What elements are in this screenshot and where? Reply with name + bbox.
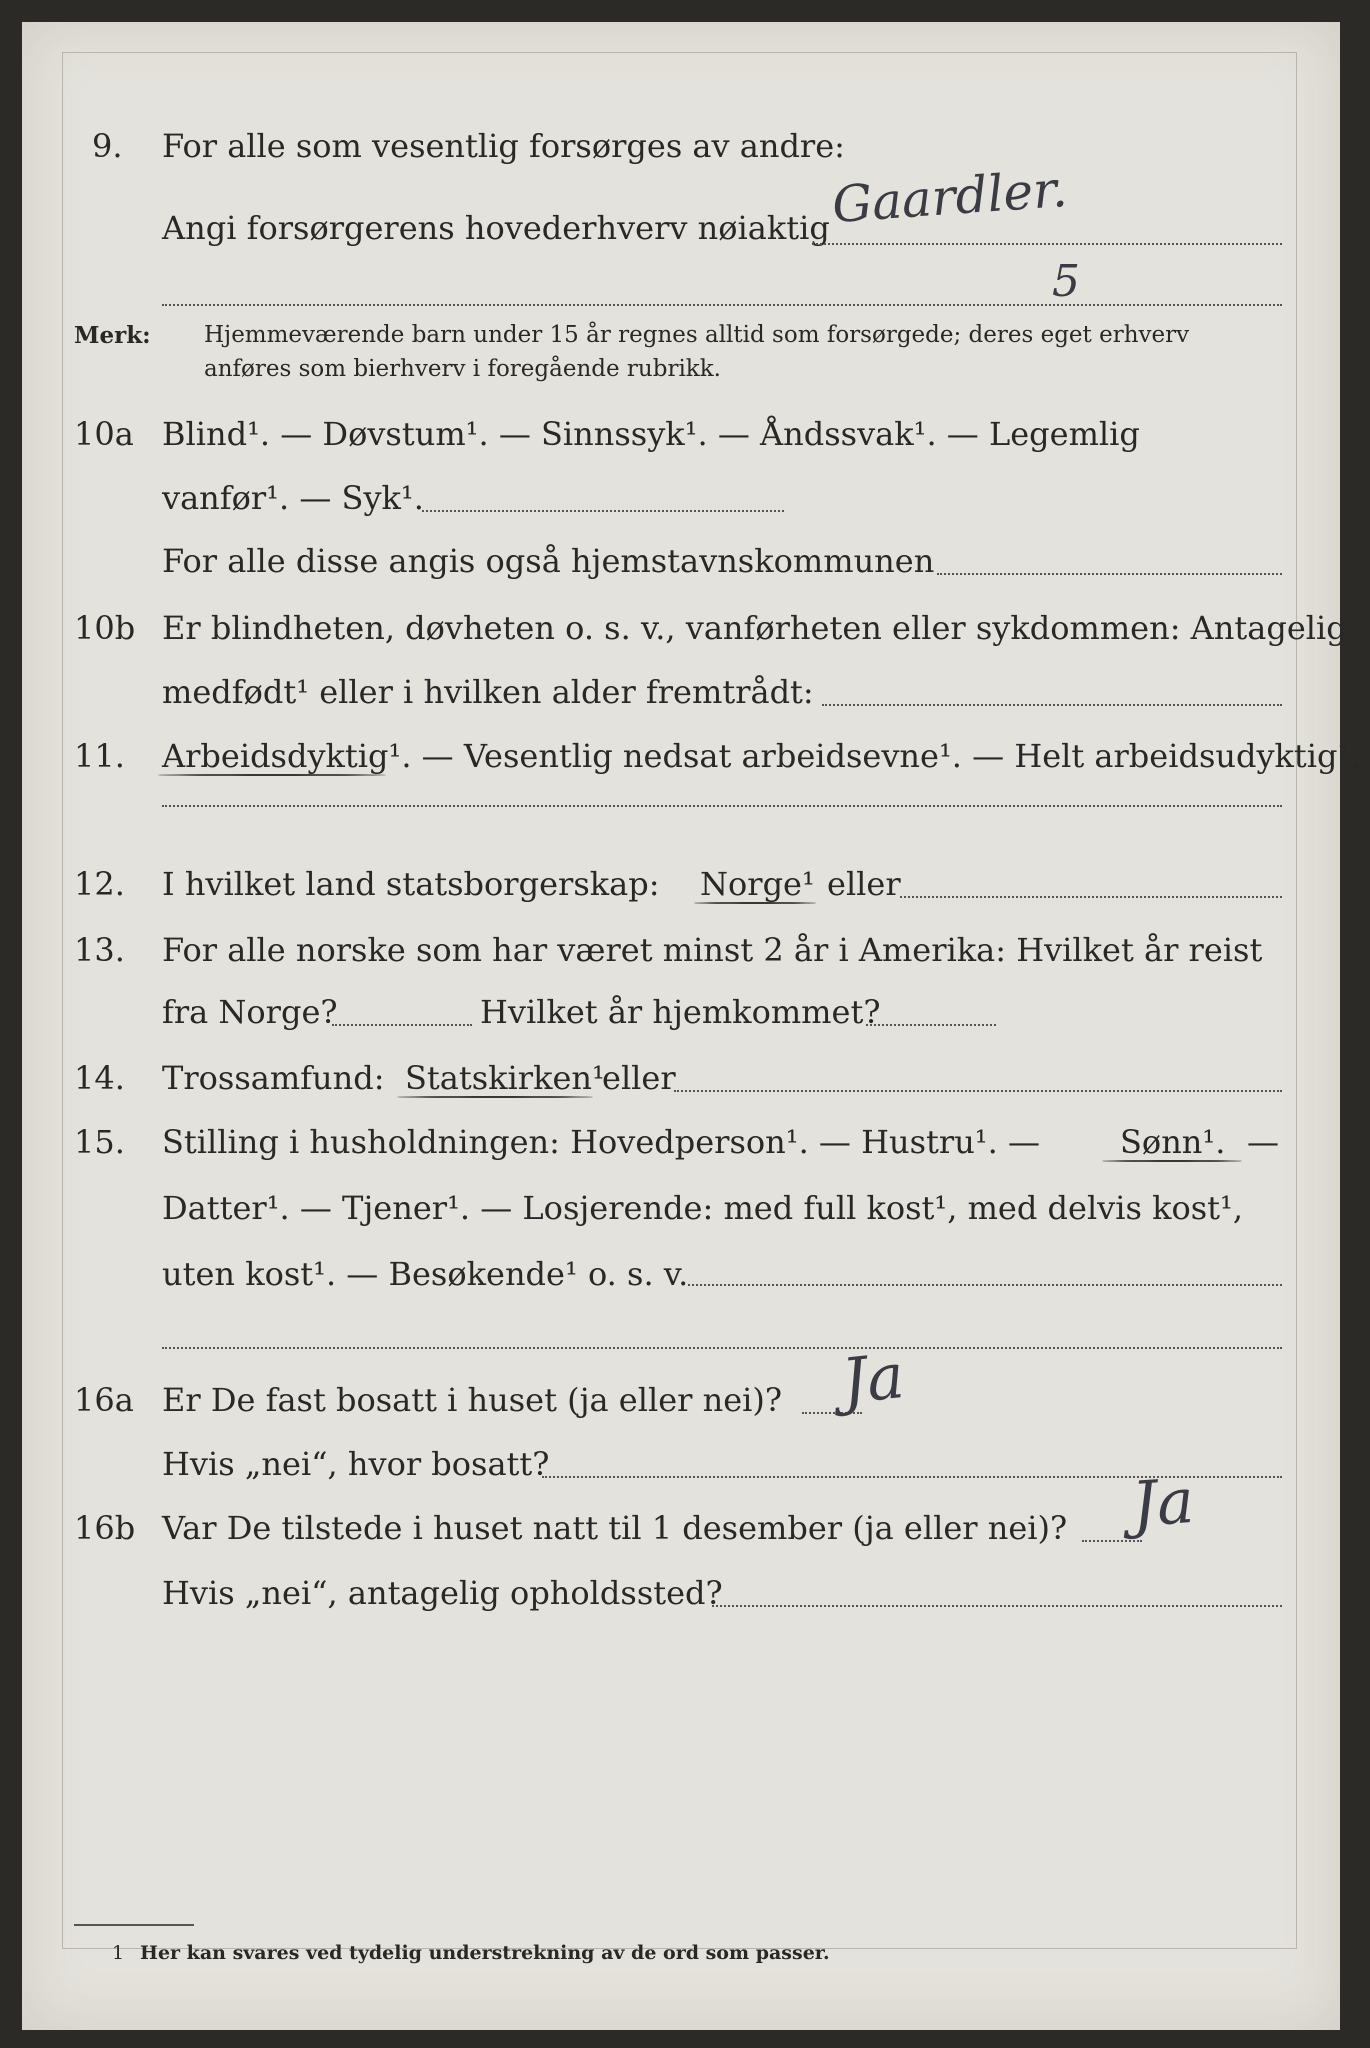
q14-statskirken: Statskirken¹ [405, 1059, 605, 1097]
q16b-line2: Hvis „nei“, antagelig opholdssted? [162, 1574, 723, 1612]
q16b-answer-line [1082, 1540, 1142, 1542]
q16a-handwritten-answer: Ja [838, 1338, 908, 1419]
q14-number: 14. [74, 1059, 125, 1097]
q14-eller: eller [602, 1059, 676, 1097]
q15-extra-line [162, 1347, 1282, 1349]
q13-line2b: Hvilket år hjemkommet? [480, 993, 881, 1031]
q9-handwritten-answer: Gaardler. [830, 159, 1070, 235]
footnote-rule [74, 1924, 194, 1926]
q12-answer-line [900, 896, 1282, 898]
q13-number: 13. [74, 931, 125, 969]
q9-line2: Angi forsørgerens hovederhverv nøiaktig [162, 209, 830, 247]
q11-number: 11. [74, 737, 125, 775]
q15-dash: — [1247, 1123, 1279, 1161]
q16a-line1: Er De fast bosatt i huset (ja eller nei)? [162, 1381, 783, 1419]
q11-line1: Arbeidsdyktig¹. — Vesentlig nedsat arbeidsevne¹. — Helt arbeidsudyktig¹. [162, 737, 1361, 775]
q12-eller: eller [827, 865, 901, 903]
q10a-line3: For alle disse angis også hjemstavnskommunen [162, 542, 935, 580]
q11-underline-arbeidsdyktig [158, 774, 386, 776]
q10b-number: 10b [74, 609, 136, 647]
q14-answer-line [674, 1090, 1282, 1092]
q9-line1: For alle som vesentlig forsørges av andre: [162, 127, 845, 165]
q12-label: I hvilket land statsborgerskap: [162, 865, 660, 903]
q10a-hjemstavn-line [937, 573, 1282, 575]
merk-line1: Hjemmeværende barn under 15 år regnes alltid som forsørgede; deres eget erhverv [204, 322, 1190, 348]
q10a-line1: Blind¹. — Døvstum¹. — Sinnssyk¹. — Åndssvak¹. — Legemlig [162, 415, 1140, 453]
census-form-page [22, 22, 1361, 2030]
q16b-handwritten-answer: Ja [1129, 1463, 1197, 1542]
q13-reist-line [332, 1024, 472, 1026]
q12-number: 12. [74, 865, 125, 903]
merk-label: Merk: [74, 322, 151, 349]
q15-line1a: Stilling i husholdningen: Hovedperson¹. — Hustru¹. — [162, 1123, 1040, 1161]
q13-hjemkommet-line [866, 1024, 996, 1026]
q16b-number: 16b [74, 1509, 136, 1547]
q10b-line2: medfødt¹ eller i hvilken alder fremtrådt: [162, 673, 814, 711]
q9-answer-line [812, 243, 1282, 245]
q10a-number: 10a [74, 415, 134, 453]
q15-line2: Datter¹. — Tjener¹. — Losjerende: med full kost¹, med delvis kost¹, [162, 1189, 1244, 1227]
merk-line2: anføres som bierhverv i foregående rubrikk. [204, 356, 721, 382]
q9-number: 9. [92, 127, 123, 165]
q16a-number: 16a [74, 1381, 134, 1419]
q9-extra-line [162, 304, 1282, 306]
q16b-opholdssted-line [712, 1605, 1282, 1607]
q10a-syk-line [422, 510, 784, 512]
q15-line3: uten kost¹. — Besøkende¹ o. s. v. [162, 1255, 689, 1293]
footnote-mark: 1 [112, 1942, 125, 1964]
q14-underline-statskirken [397, 1096, 593, 1098]
q10a-line2: vanfør¹. — Syk¹. [162, 479, 424, 517]
q10b-answer-line [822, 704, 1282, 706]
q11-extra-line [162, 805, 1282, 807]
q10b-line1: Er blindheten, døvheten o. s. v., vanførheten eller sykdommen: Antagelig [162, 609, 1347, 647]
q14-label: Trossamfund: [162, 1059, 385, 1097]
q15-sonn: Sønn¹. [1120, 1123, 1226, 1161]
q15-number: 15. [74, 1123, 125, 1161]
q16b-line1: Var De tilstede i huset natt til 1 desember (ja eller nei)? [162, 1509, 1068, 1547]
q13-line2a: fra Norge? [162, 993, 338, 1031]
q9-handwritten-mark: 5 [1052, 256, 1080, 307]
q12-norge: Norge¹ [700, 865, 815, 903]
q15-answer-line [688, 1284, 1282, 1286]
q12-underline-norge [694, 902, 816, 904]
footnote-text: Her kan svares ved tydelig understrekning av de ord som passer. [140, 1942, 830, 1964]
q13-line1: For alle norske som har været minst 2 år i Amerika: Hvilket år reist [162, 931, 1263, 969]
q15-underline-sonn [1102, 1160, 1242, 1162]
q16a-line2: Hvis „nei“, hvor bosatt? [162, 1445, 550, 1483]
